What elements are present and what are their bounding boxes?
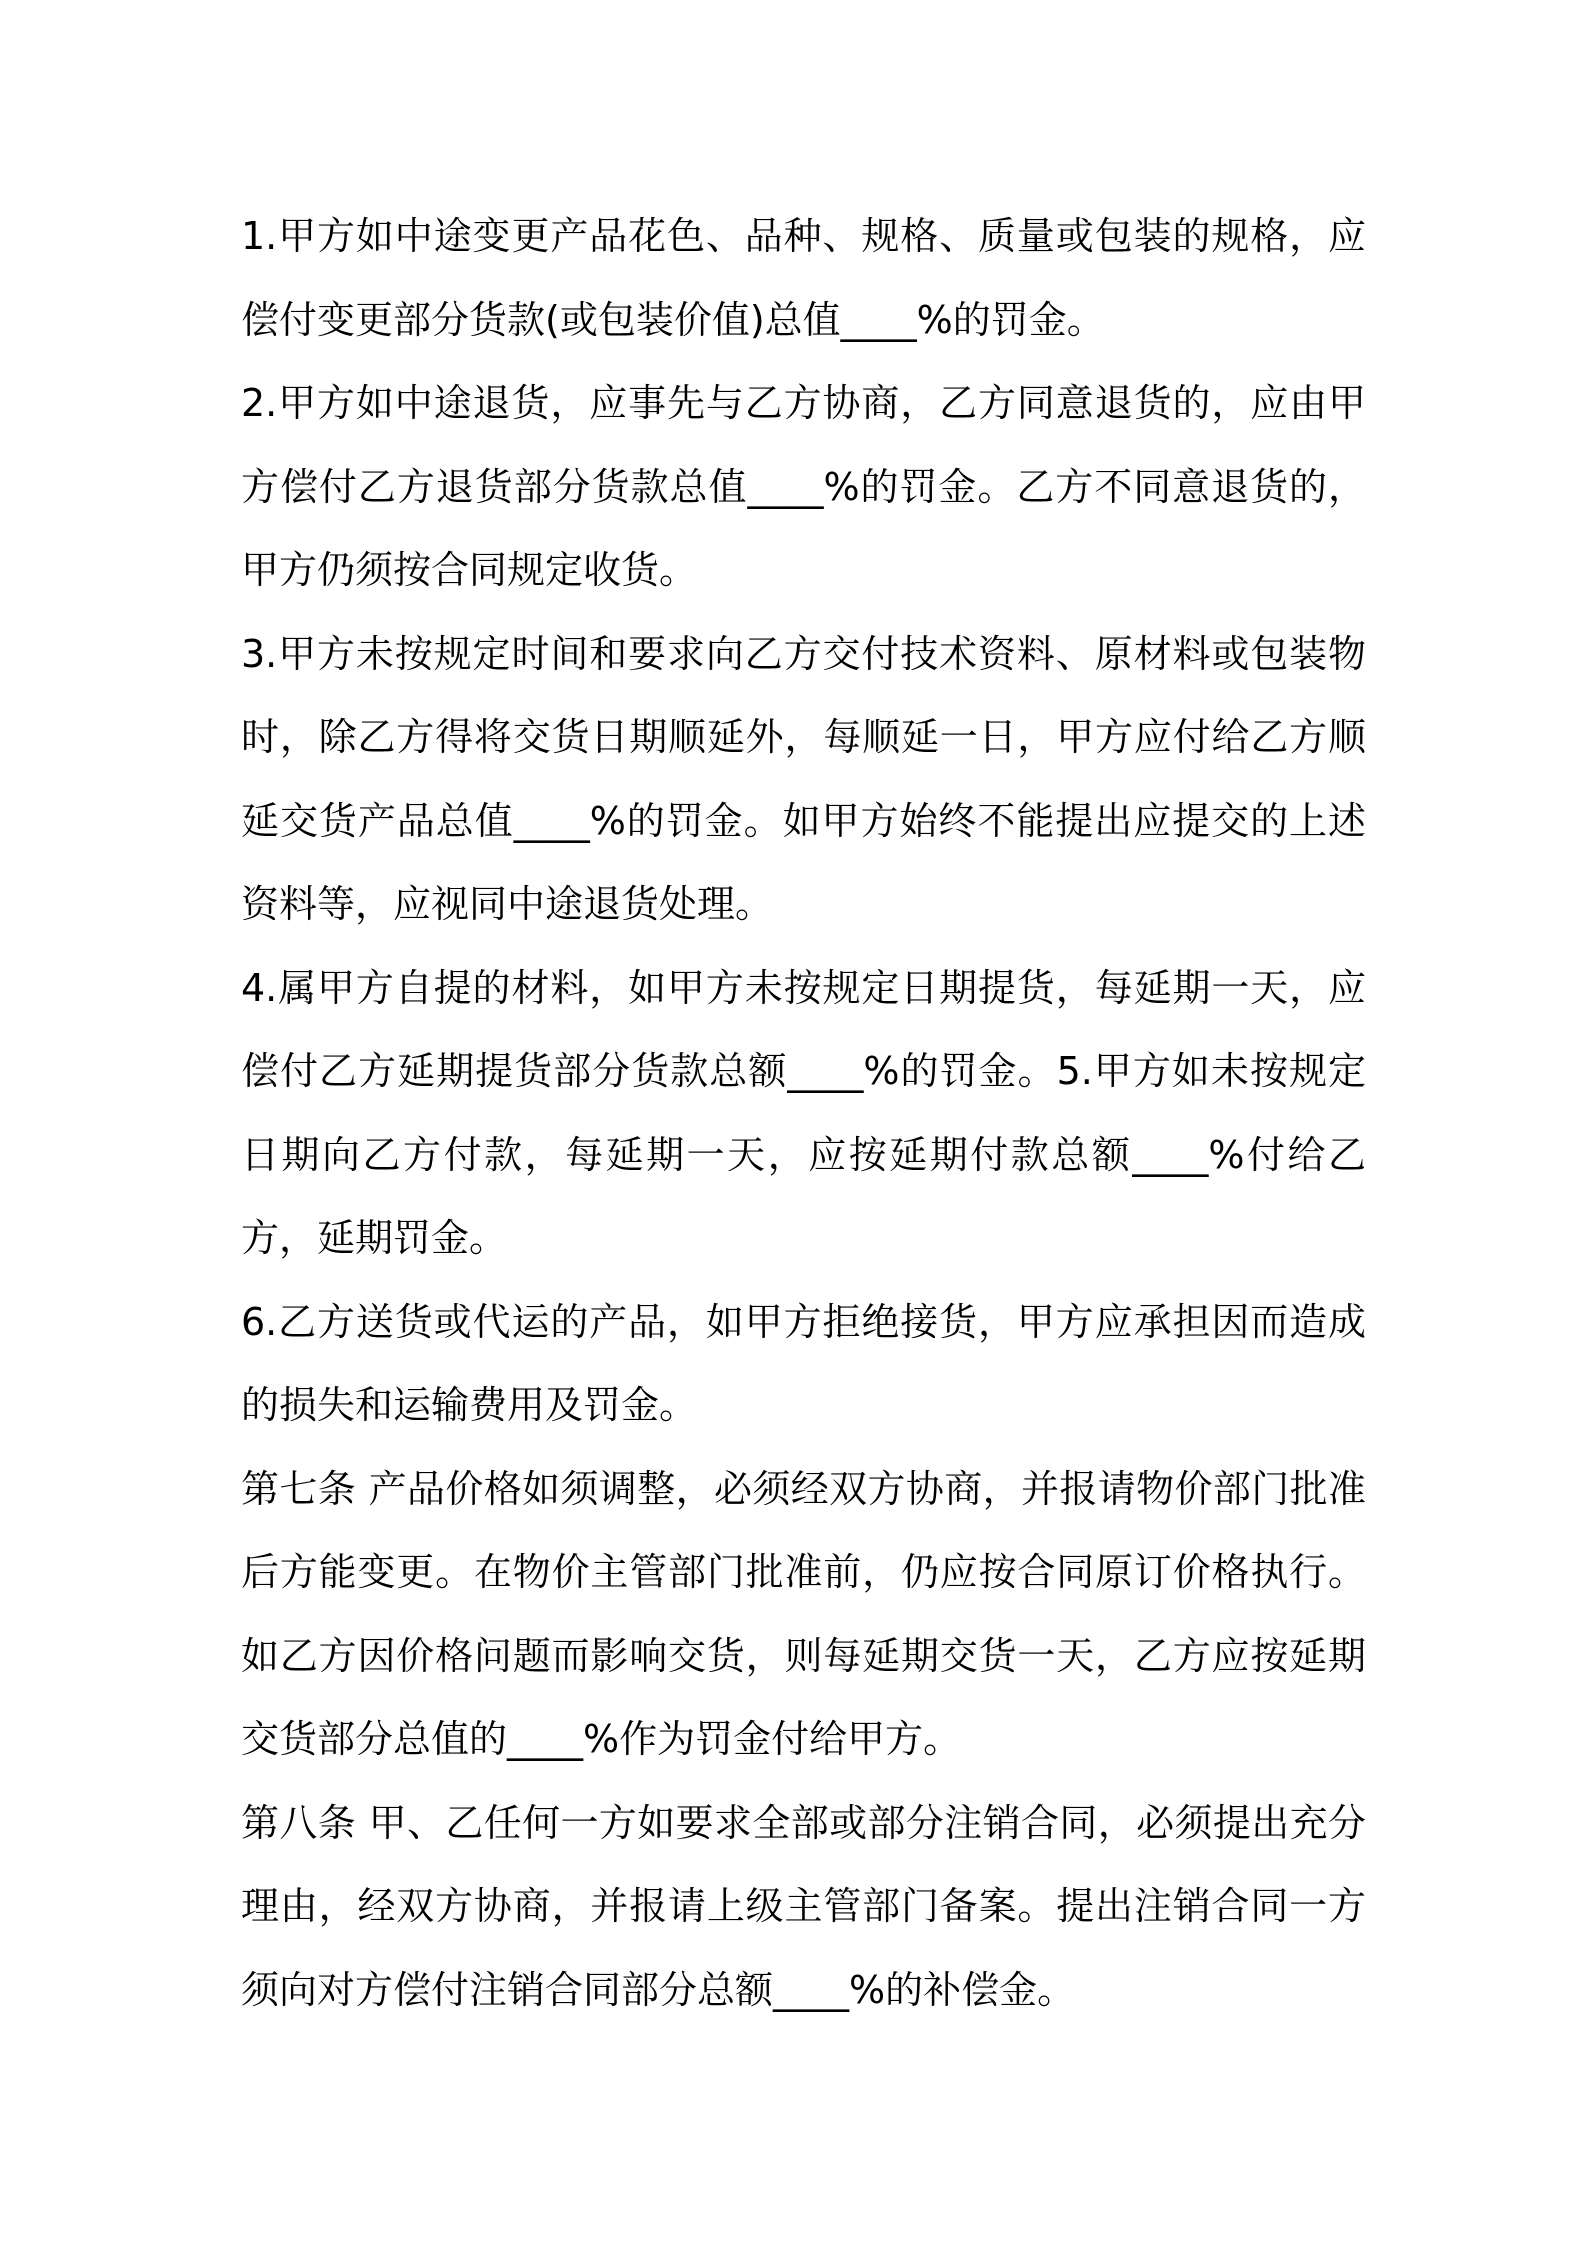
paragraph-article-7: 第七条 产品价格如须调整，必须经双方协商，并报请物价部门批准后方能变更。在物价主管部门批准前，仍应按合同原订价格执行。如乙方因价格问题而影响交货，则每延期交货一天，乙方应按延期交货部分总值的____%作为罚金付给甲方。 xyxy=(241,1466,1366,1761)
paragraph-clause-4-5: 4.属甲方自提的材料，如甲方未按规定日期提货，每延期一天，应偿付乙方延期提货部分货款总额____%的罚金。5.甲方如未按规定日期向乙方付款，每延期一天，应按延期付款总额____%付给乙方，延期罚金。 xyxy=(241,965,1366,1260)
paragraph-clause-1: 1.甲方如中途变更产品花色、品种、规格、质量或包装的规格，应偿付变更部分货款(或包装价值)总值____%的罚金。 xyxy=(241,214,1366,342)
paragraph-clause-2: 2.甲方如中途退货，应事先与乙方协商，乙方同意退货的，应由甲方偿付乙方退货部分货款总值____%的罚金。乙方不同意退货的，甲方仍须按合同规定收货。 xyxy=(241,381,1366,592)
paragraph-clause-3: 3.甲方未按规定时间和要求向乙方交付技术资料、原材料或包装物时，除乙方得将交货日期顺延外，每顺延一日，甲方应付给乙方顺延交货产品总值____%的罚金。如甲方始终不能提出应提交的上述资料等，应视同中途退货处理。 xyxy=(241,631,1366,926)
document-body xyxy=(241,195,1366,2032)
paragraph-clause-6: 6.乙方送货或代运的产品，如甲方拒绝接货，甲方应承担因而造成的损失和运输费用及罚金。 xyxy=(241,1299,1366,1427)
paragraph-article-8: 第八条 甲、乙任何一方如要求全部或部分注销合同，必须提出充分理由，经双方协商，并报请上级主管部门备案。提出注销合同一方须向对方偿付注销合同部分总额____%的补偿金。 xyxy=(241,1800,1366,2012)
